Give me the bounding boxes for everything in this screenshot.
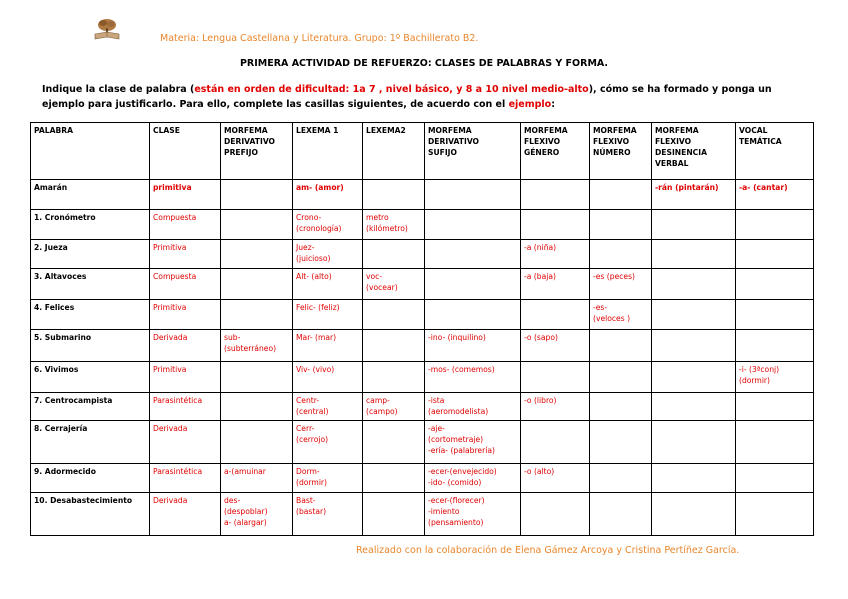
table-cell bbox=[652, 210, 736, 240]
table-row bbox=[31, 464, 814, 493]
table-cell bbox=[363, 330, 425, 362]
table-cell bbox=[521, 421, 590, 464]
table-cell: Alt- (alto) bbox=[293, 269, 363, 300]
table-cell: -ecer-(envejecido) -ido- (comido) bbox=[425, 464, 521, 493]
table-row bbox=[31, 362, 814, 393]
table-cell: 3. Altavoces bbox=[31, 269, 150, 300]
table-row bbox=[31, 421, 814, 464]
table-cell bbox=[363, 362, 425, 393]
table-cell: 8. Cerrajería bbox=[31, 421, 150, 464]
table-cell: Centr- (central) bbox=[293, 393, 363, 421]
table-cell bbox=[590, 493, 652, 536]
table-cell: 4. Felices bbox=[31, 300, 150, 330]
table-row bbox=[31, 330, 814, 362]
table-cell: -ista (aeromodelista) bbox=[425, 393, 521, 421]
table-cell bbox=[363, 240, 425, 269]
header-lexema2: LEXEMA2 bbox=[363, 123, 425, 180]
table-cell bbox=[590, 240, 652, 269]
table-cell bbox=[363, 493, 425, 536]
table-cell: Dorm- (dormir) bbox=[293, 464, 363, 493]
table-cell bbox=[736, 240, 814, 269]
table-cell bbox=[221, 300, 293, 330]
table-cell bbox=[425, 210, 521, 240]
header-sufijo: MORFEMA DERIVATIVO SUFIJO bbox=[425, 123, 521, 180]
table-cell bbox=[363, 464, 425, 493]
table-cell bbox=[363, 300, 425, 330]
table-cell: 2. Jueza bbox=[31, 240, 150, 269]
table-cell: -rán (pintarán) bbox=[652, 180, 736, 210]
table-cell: Compuesta bbox=[150, 210, 221, 240]
table-cell: primitiva bbox=[150, 180, 221, 210]
tree-book-icon bbox=[92, 18, 122, 40]
table-cell bbox=[590, 393, 652, 421]
table-cell bbox=[521, 210, 590, 240]
table-cell bbox=[221, 362, 293, 393]
table-cell bbox=[363, 421, 425, 464]
table-cell: Derivada bbox=[150, 421, 221, 464]
table-cell bbox=[590, 464, 652, 493]
table-cell bbox=[425, 240, 521, 269]
table-cell: -a (niña) bbox=[521, 240, 590, 269]
table-cell bbox=[736, 330, 814, 362]
instructions bbox=[42, 82, 782, 112]
instructions-difficulty: están en orden de dificultad: 1a 7 , nivel básico, y 8 a 10 nivel medio-alto bbox=[194, 84, 589, 95]
table-cell bbox=[652, 464, 736, 493]
header-genero: MORFEMA FLEXIVO GÉNERO bbox=[521, 123, 590, 180]
table-cell bbox=[652, 393, 736, 421]
table-row bbox=[31, 240, 814, 269]
table-cell: -a (baja) bbox=[521, 269, 590, 300]
table-cell bbox=[425, 269, 521, 300]
table-cell: metro (kilómetro) bbox=[363, 210, 425, 240]
table-cell: -a- (cantar) bbox=[736, 180, 814, 210]
table-cell bbox=[590, 421, 652, 464]
table-cell: -mos- (comemos) bbox=[425, 362, 521, 393]
table-cell bbox=[521, 493, 590, 536]
table-cell: Viv- (vivo) bbox=[293, 362, 363, 393]
table-cell: Derivada bbox=[150, 330, 221, 362]
header-numero: MORFEMA FLEXIVO NÚMERO bbox=[590, 123, 652, 180]
table-row bbox=[31, 393, 814, 421]
table-cell bbox=[736, 210, 814, 240]
table-cell: Amarán bbox=[31, 180, 150, 210]
table-cell: -es (peces) bbox=[590, 269, 652, 300]
instructions-text-2: ), cómo se ha formado y ponga un ejemplo para justificarlo. Para ello, complete las casillas siguientes, de acuerdo con el bbox=[42, 84, 772, 110]
header-clase: CLASE bbox=[150, 123, 221, 180]
table-cell bbox=[425, 180, 521, 210]
table-cell: 10. Desabastecimiento bbox=[31, 493, 150, 536]
table-cell bbox=[221, 421, 293, 464]
table-row bbox=[31, 493, 814, 536]
table-cell: 7. Centrocampista bbox=[31, 393, 150, 421]
header-palabra: PALABRA bbox=[31, 123, 150, 180]
table-cell: Compuesta bbox=[150, 269, 221, 300]
word-formation-table bbox=[30, 122, 814, 536]
table-cell bbox=[521, 300, 590, 330]
table-cell: Derivada bbox=[150, 493, 221, 536]
table-row bbox=[31, 300, 814, 330]
table-cell bbox=[221, 240, 293, 269]
table-cell bbox=[221, 180, 293, 210]
table-cell: Mar- (mar) bbox=[293, 330, 363, 362]
table-cell bbox=[590, 210, 652, 240]
table-header-row bbox=[31, 123, 814, 180]
table-cell: -ino- (inquilino) bbox=[425, 330, 521, 362]
table-cell: voc- (vocear) bbox=[363, 269, 425, 300]
subject-header: Materia: Lengua Castellana y Literatura. Grupo: 1º Bachillerato B2. bbox=[160, 33, 479, 44]
table-row bbox=[31, 210, 814, 240]
instructions-text-1: Indique la clase de palabra ( bbox=[42, 84, 195, 95]
table-cell bbox=[652, 330, 736, 362]
instructions-text-3: : bbox=[551, 99, 556, 110]
table-cell: am- (amor) bbox=[293, 180, 363, 210]
table-cell bbox=[736, 493, 814, 536]
table-cell bbox=[363, 180, 425, 210]
table-cell: Felic- (feliz) bbox=[293, 300, 363, 330]
table-cell bbox=[652, 300, 736, 330]
table-cell bbox=[590, 330, 652, 362]
table-cell bbox=[736, 464, 814, 493]
table-cell bbox=[736, 393, 814, 421]
table-cell: 5. Submarino bbox=[31, 330, 150, 362]
table-cell: Primitiva bbox=[150, 240, 221, 269]
table-cell bbox=[221, 393, 293, 421]
table-cell bbox=[652, 240, 736, 269]
table-cell bbox=[521, 362, 590, 393]
table-cell: 9. Adormecido bbox=[31, 464, 150, 493]
table-row bbox=[31, 269, 814, 300]
instructions-example-word: ejemplo bbox=[508, 99, 552, 110]
table-cell bbox=[736, 300, 814, 330]
table-cell: Juez- (juicioso) bbox=[293, 240, 363, 269]
table-cell: -es- (veloces ) bbox=[590, 300, 652, 330]
header-lexema1: LEXEMA 1 bbox=[293, 123, 363, 180]
table-cell: camp- (campo) bbox=[363, 393, 425, 421]
table-cell bbox=[221, 210, 293, 240]
table-cell: -o (libro) bbox=[521, 393, 590, 421]
table-cell: -o (alto) bbox=[521, 464, 590, 493]
table-cell: Parasintética bbox=[150, 393, 221, 421]
table-cell bbox=[652, 362, 736, 393]
header-desinencia: MORFEMA FLEXIVO DESINENCIA VERBAL bbox=[652, 123, 736, 180]
table-cell bbox=[221, 269, 293, 300]
table-cell: 1. Cronómetro bbox=[31, 210, 150, 240]
table-cell bbox=[652, 421, 736, 464]
table-cell: Bast- (bastar) bbox=[293, 493, 363, 536]
page-title: PRIMERA ACTIVIDAD DE REFUERZO: CLASES DE PALABRAS Y FORMA. bbox=[239, 58, 609, 69]
table-cell bbox=[590, 362, 652, 393]
table-cell: Crono- (cronología) bbox=[293, 210, 363, 240]
example-row bbox=[31, 180, 814, 210]
table-cell bbox=[736, 421, 814, 464]
table-cell: Primitiva bbox=[150, 300, 221, 330]
table-cell: -i- (3ªconj) (dormir) bbox=[736, 362, 814, 393]
header-prefijo: MORFEMA DERIVATIVO PREFIJO bbox=[221, 123, 293, 180]
table-cell bbox=[425, 300, 521, 330]
table-cell: des- (despoblar) a- (alargar) bbox=[221, 493, 293, 536]
table-cell: 6. Vivimos bbox=[31, 362, 150, 393]
table-cell bbox=[652, 493, 736, 536]
table-cell: -aje- (cortometraje) -ería- (palabrería) bbox=[425, 421, 521, 464]
credits-footer: Realizado con la colaboración de Elena Gámez Arcoya y Cristina Pertíñez García. bbox=[356, 545, 740, 556]
table-cell: -o (sapo) bbox=[521, 330, 590, 362]
table-cell bbox=[736, 269, 814, 300]
table-cell bbox=[590, 180, 652, 210]
table-cell bbox=[652, 269, 736, 300]
header-vocal: VOCAL TEMÁTICA bbox=[736, 123, 814, 180]
table-cell: -ecer-(florecer) -imiento (pensamiento) bbox=[425, 493, 521, 536]
table-cell: Cerr- (cerrojo) bbox=[293, 421, 363, 464]
table-cell: Primitiva bbox=[150, 362, 221, 393]
table-cell bbox=[521, 180, 590, 210]
table-cell: sub- (subterráneo) bbox=[221, 330, 293, 362]
table-cell: Parasintética bbox=[150, 464, 221, 493]
table-cell: a-(amuinar bbox=[221, 464, 293, 493]
